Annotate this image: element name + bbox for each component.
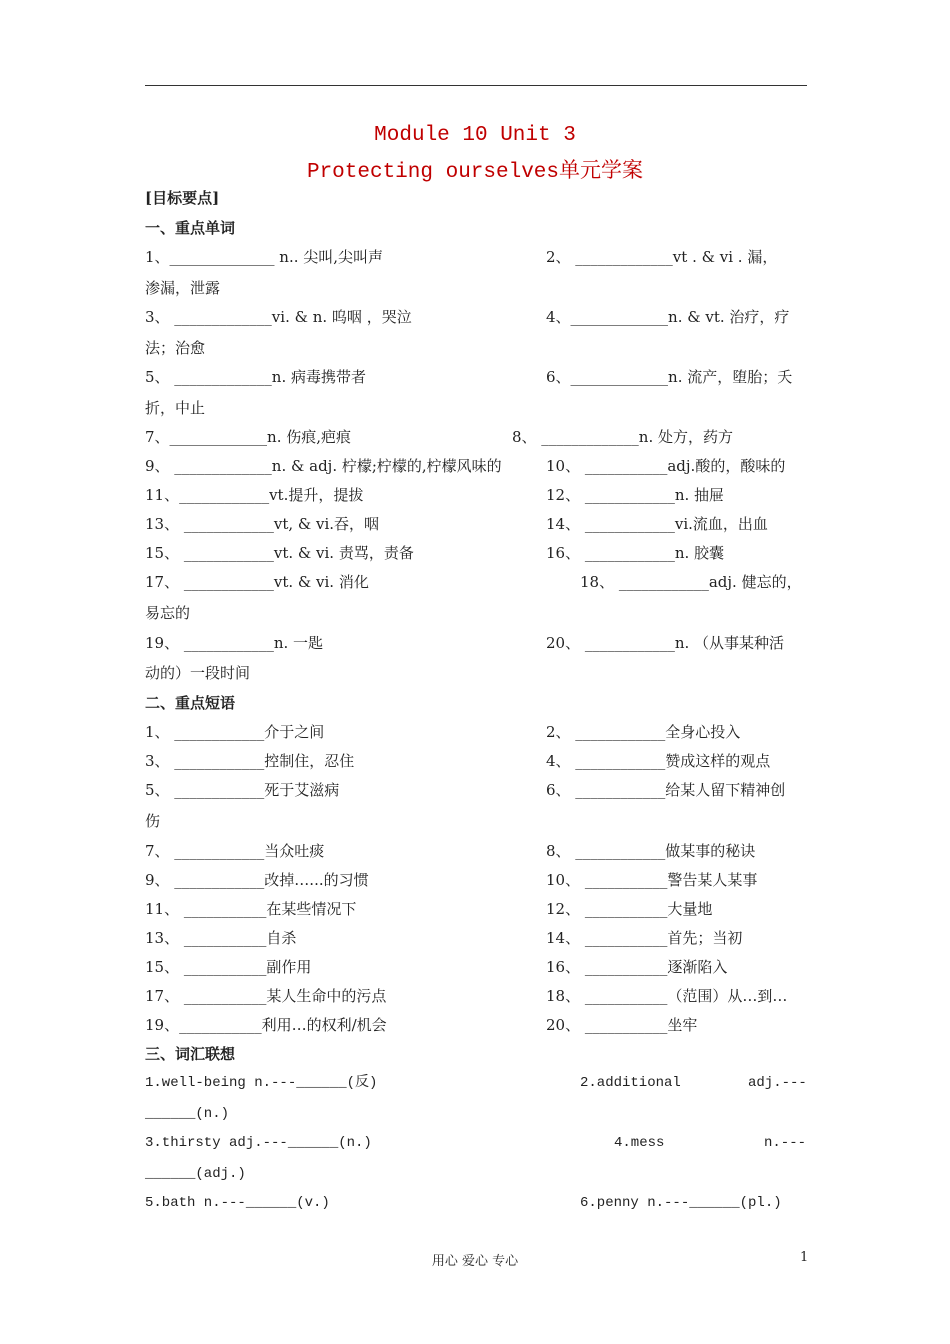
- vocab-item: 17、 ____________vt. & vi. 消化: [145, 573, 369, 591]
- title-line-2: Protecting ourselves单元学案: [306, 161, 644, 184]
- vocab-item: 4、_____________n. & vt. 治疗，疗: [546, 308, 790, 326]
- phrase-item: 19、___________利用…的权利/机会: [145, 1016, 387, 1034]
- title-line-1: Module 10 Unit 3: [374, 124, 576, 147]
- page-number: 1: [800, 1250, 809, 1265]
- phrase-item-continued: 伤: [145, 812, 161, 830]
- association-item: 4.mess: [614, 1135, 665, 1151]
- vocab-item-continued: 易忘的: [145, 604, 191, 622]
- phrase-item: 14、 ___________首先；当初: [546, 929, 743, 947]
- goal-heading: [目标要点]: [145, 189, 220, 207]
- phrase-item: 10、 ___________警告某人某事: [546, 871, 758, 889]
- phrase-item: 12、 ___________大量地: [546, 900, 713, 918]
- phrase-item: 6、 ____________给某人留下精神创: [546, 781, 786, 799]
- section-heading: 三、词汇联想: [145, 1045, 236, 1063]
- phrase-item: 20、 ___________坐牢: [546, 1016, 698, 1034]
- vocab-item: 14、 ____________vi.流血，出血: [546, 515, 768, 533]
- header-rule: [145, 85, 807, 86]
- phrase-item: 8、 ____________做某事的秘诀: [546, 842, 756, 860]
- phrase-item: 16、 ___________逐渐陷入: [546, 958, 728, 976]
- vocab-item: 15、 ____________vt. & vi. 责骂，责备: [145, 544, 414, 562]
- association-item-pos: n.---: [764, 1135, 807, 1151]
- vocab-item: 12、 ____________n. 抽屉: [546, 486, 725, 504]
- vocab-item: 11、____________vt.提升，提拔: [145, 486, 364, 504]
- vocab-item: 13、 ____________vt, & vi.吞，咽: [145, 515, 380, 533]
- phrase-item: 3、 ____________控制住，忍住: [145, 752, 355, 770]
- association-item: 1.well-being n.---______(反): [145, 1075, 378, 1091]
- association-item-pos: adj.---: [748, 1075, 807, 1091]
- vocab-item-continued: 渗漏，泄露: [145, 279, 221, 297]
- association-item: 2.additional: [580, 1075, 681, 1091]
- phrase-item: 13、 ___________自杀: [145, 929, 297, 947]
- vocab-item: 7、_____________n. 伤痕,疤痕: [145, 428, 352, 446]
- vocab-item: 19、 ____________n. 一匙: [145, 634, 324, 652]
- vocab-item: 6、_____________n. 流产，堕胎；夭: [546, 368, 793, 386]
- phrase-item: 18、 ___________（范围）从…到…: [546, 987, 788, 1005]
- vocab-item: 16、 ____________n. 胶囊: [546, 544, 725, 562]
- association-item: 6.penny n.---______(pl.): [580, 1195, 782, 1211]
- vocab-item: 5、 _____________n. 病毒携带者: [145, 368, 367, 386]
- phrase-item: 5、 ____________死于艾滋病: [145, 781, 340, 799]
- vocab-item: 9、 _____________n. & adj. 柠檬;柠檬的,柠檬风味的: [145, 457, 502, 475]
- phrase-item: 11、 ___________在某些情况下: [145, 900, 357, 918]
- vocab-item: 10、 ___________adj.酸的，酸味的: [546, 457, 786, 475]
- association-item: 3.thirsty adj.---______(n.): [145, 1135, 372, 1151]
- footer-motto: 用心 爱心 专心: [431, 1254, 519, 1269]
- vocab-item: 18、 ____________adj. 健忘的，: [580, 573, 802, 591]
- vocab-item: 3、 _____________vi. & n. 呜咽 ，哭泣: [145, 308, 412, 326]
- phrase-item: 1、 ____________介于之间: [145, 723, 325, 741]
- vocab-item: 20、 ____________n. （从事某种活: [546, 634, 785, 652]
- phrase-item: 9、 ____________改掉…...的习惯: [145, 871, 369, 889]
- section-heading: 一、重点单词: [145, 219, 236, 237]
- association-item: 5.bath n.---______(v.): [145, 1195, 330, 1211]
- association-item-continued: ______(adj.): [145, 1166, 246, 1182]
- vocab-item: 2、 _____________vt . & vi . 漏，: [546, 248, 778, 266]
- phrase-item: 7、 ____________当众吐痰: [145, 842, 325, 860]
- association-item-continued: ______(n.): [145, 1106, 230, 1122]
- vocab-item-continued: 法；治愈: [145, 339, 206, 357]
- phrase-item: 2、 ____________全身心投入: [546, 723, 741, 741]
- vocab-item: 1、______________ n.. 尖叫,尖叫声: [145, 248, 384, 266]
- phrase-item: 4、 ____________赞成这样的观点: [546, 752, 771, 770]
- vocab-item: 8、 _____________n. 处方，药方: [512, 428, 734, 446]
- vocab-item-continued: 动的）一段时间: [145, 664, 251, 682]
- vocab-item-continued: 折，中止: [145, 399, 206, 417]
- section-heading: 二、重点短语: [145, 694, 236, 712]
- phrase-item: 17、 ___________某人生命中的污点: [145, 987, 387, 1005]
- phrase-item: 15、 ___________副作用: [145, 958, 312, 976]
